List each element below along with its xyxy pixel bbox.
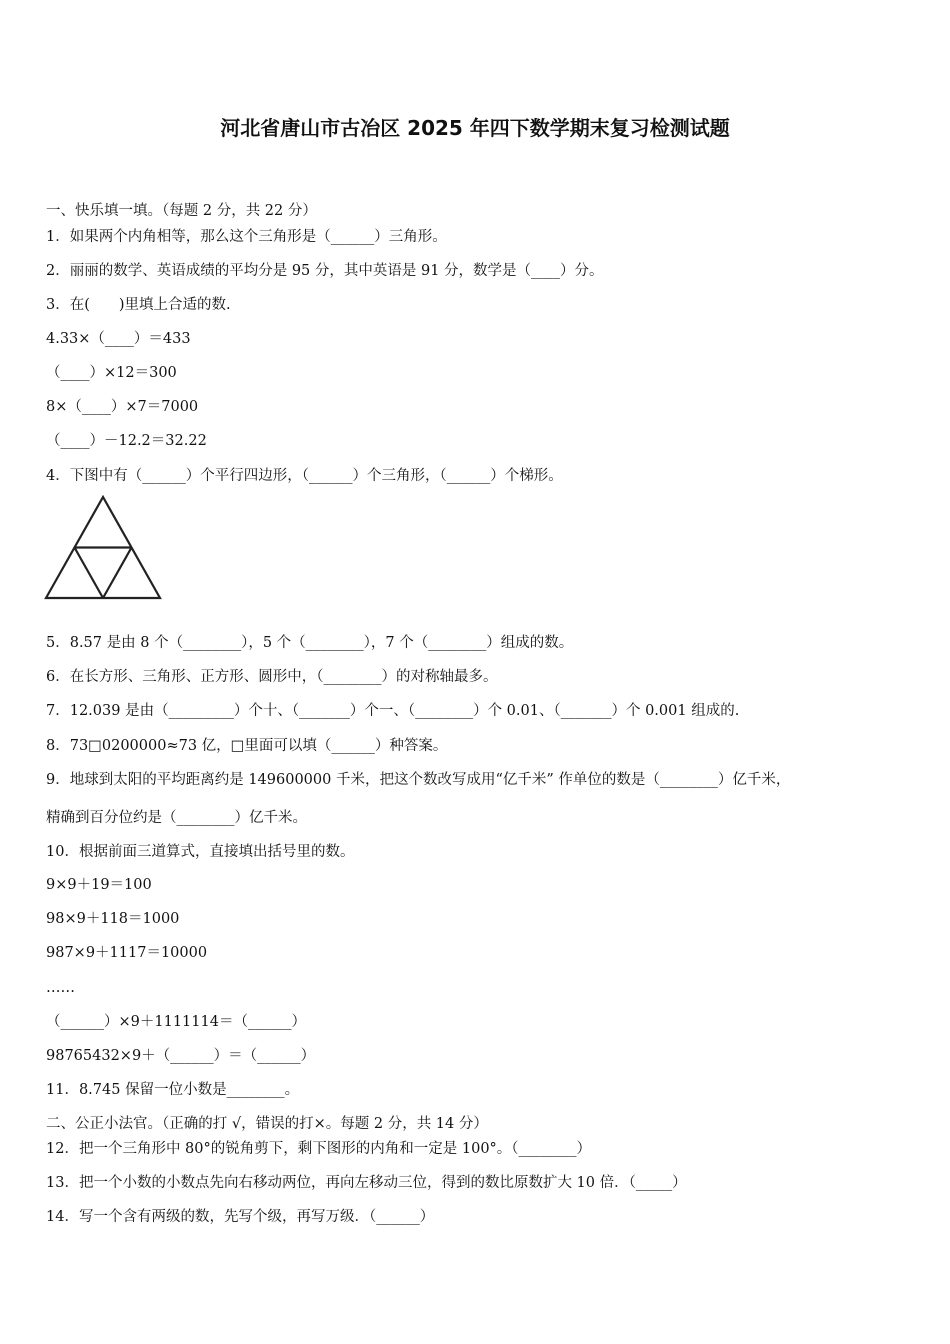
question-2: 2．丽丽的数学、英语成绩的平均分是 95 分，其中英语是 91 分，数学是（____）分。 (46, 263, 604, 279)
question-3-item: （____）－12.2＝32.22 (46, 433, 207, 449)
question-9: 9．地球到太阳的平均距离约是 149600000 千米，把这个数改写成用“亿千米” 作单位的数是（________）亿千米， (46, 772, 791, 788)
page-title: 河北省唐山市古冶区 2025 年四下数学期末复习检测试题 (220, 116, 730, 140)
inner-left-side (75, 548, 104, 599)
question-4: 4．下图中有（______）个平行四边形，（______）个三角形，（______）个梯形。 (46, 468, 563, 484)
question-7: 7．12.039 是由（_________）个十、（_______）个一、（________）个 0.01、（_______）个 0.001 组成的. (46, 703, 740, 719)
section-heading: 一、快乐填一填。（每题 2 分，共 22 分） (46, 203, 317, 219)
question-9-cont: 精确到百分位约是（________）亿千米。 (46, 810, 307, 826)
question-3-item: 4.33×（____）＝433 (46, 331, 191, 347)
question-10-item: …… (46, 980, 75, 996)
section-heading: 二、公正小法官。（正确的打 √，错误的打×。每题 2 分，共 14 分） (46, 1116, 488, 1132)
question-11: 11．8.745 保留一位小数是________。 (46, 1082, 300, 1098)
question-10-item: 987×9＋1117＝10000 (46, 945, 208, 961)
question-10-item: 98×9＋118＝1000 (46, 911, 180, 927)
question-10-item: （______）×9＋1111114＝（______） (46, 1014, 306, 1030)
question-5: 5．8.57 是由 8 个（________），5 个（________），7 个（________）组成的数。 (46, 635, 574, 651)
question-6: 6．在长方形、三角形、正方形、圆形中，（________）的对称轴最多。 (46, 669, 498, 685)
question-10: 10．根据前面三道算式，直接填出括号里的数。 (46, 844, 355, 860)
question-1: 1．如果两个内角相等，那么这个三角形是（______）三角形。 (46, 229, 447, 245)
question-12: 12．把一个三角形中 80°的锐角剪下，剩下图形的内角和一定是 100°。（________） (46, 1141, 592, 1157)
question-10-item: 98765432×9＋（______）＝（______） (46, 1048, 316, 1064)
triangle-figure (44, 495, 164, 603)
question-3-item: （____）×12＝300 (46, 365, 177, 381)
question-8: 8．73□0200000≈73 亿，□里面可以填（______）种答案。 (46, 738, 448, 754)
question-3-item: 8×（____）×7＝7000 (46, 399, 199, 415)
question-3: 3．在( )里填上合适的数. (46, 297, 231, 313)
question-14: 14．写一个含有两级的数，先写个级，再写万级．（______） (46, 1209, 435, 1225)
question-13: 13．把一个小数的小数点先向右移动两位，再向左移动三位，得到的数比原数扩大 10 倍．（_____） (46, 1175, 687, 1191)
question-10-item: 9×9＋19＝100 (46, 877, 152, 893)
inner-right-side (103, 548, 132, 599)
